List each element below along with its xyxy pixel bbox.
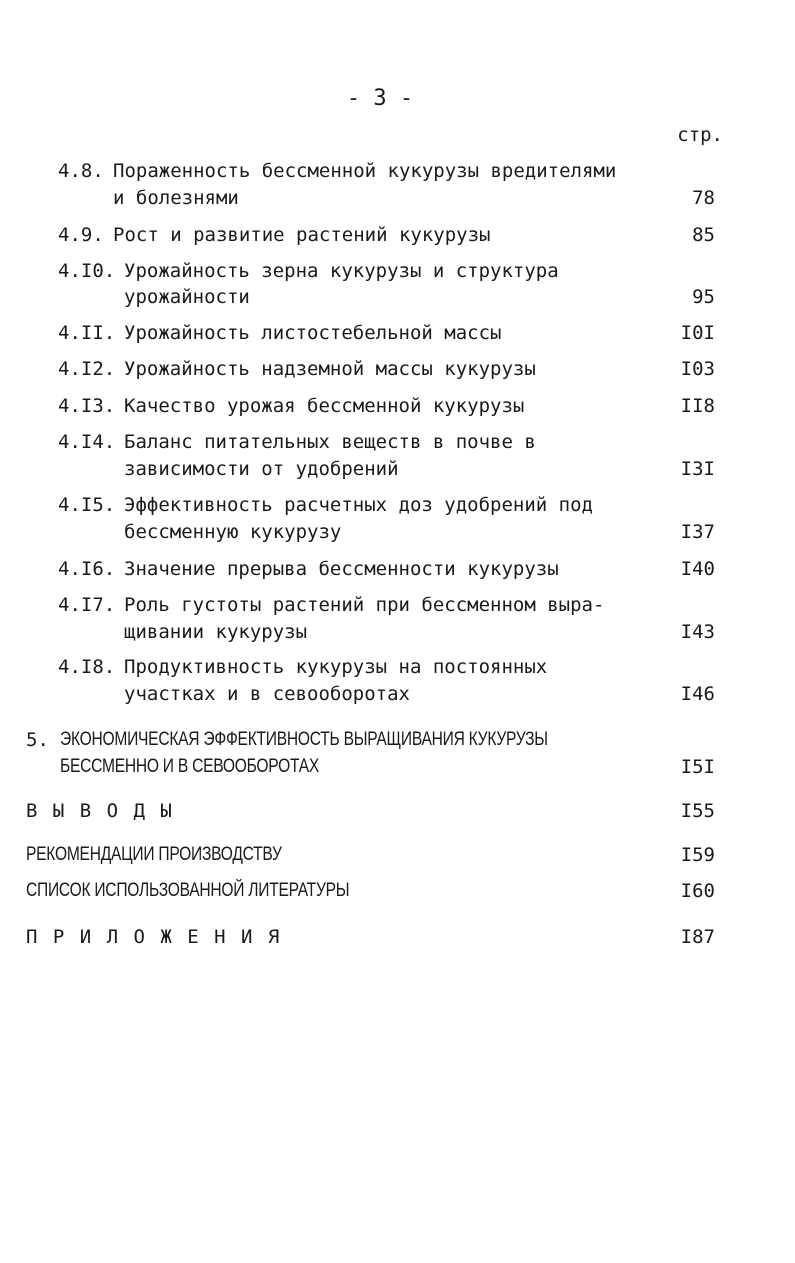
toc-page: 95 bbox=[692, 286, 715, 308]
toc-title-line: зависимости от удобрений bbox=[124, 458, 399, 480]
toc-page: I3I bbox=[680, 458, 715, 480]
page-number: - 3 - bbox=[346, 86, 414, 111]
toc-number: 4.I3. bbox=[58, 395, 116, 417]
toc-page: I43 bbox=[680, 621, 715, 643]
toc-page: I37 bbox=[680, 521, 715, 543]
toc-title-line: СПИСОК ИСПОЛЬЗОВАННОЙ ЛИТЕРАТУРЫ bbox=[26, 880, 350, 901]
toc-title-line: П Р И Л О Ж Е Н И Я bbox=[26, 926, 282, 948]
toc-title-line: Рост и развитие растений кукурузы bbox=[113, 224, 491, 246]
toc-title-line: Урожайность листостебельной массы bbox=[124, 322, 502, 344]
toc-title-line: БЕССМЕННО И В СЕВООБОРОТАХ bbox=[60, 756, 319, 777]
toc-number: 4.I4. bbox=[58, 431, 116, 453]
toc-title-line: Урожайность надземной массы кукурузы bbox=[124, 358, 536, 380]
toc-title-line: щивании кукурузы bbox=[124, 621, 308, 643]
toc-title-line: и болезнями bbox=[113, 187, 239, 209]
toc-title-line: урожайности bbox=[124, 286, 250, 308]
toc-title-line: В Ы В О Д Ы bbox=[26, 800, 174, 822]
toc-page: I5I bbox=[680, 756, 715, 778]
toc-number: 4.8. bbox=[58, 160, 104, 182]
toc-page: 78 bbox=[692, 187, 715, 209]
toc-number: 4.I7. bbox=[58, 594, 116, 616]
toc-page: II8 bbox=[680, 395, 715, 417]
toc-title-line: бессменную кукурузу bbox=[124, 521, 342, 543]
toc-number: 4.9. bbox=[58, 224, 104, 246]
toc-number: 4.I2. bbox=[58, 358, 116, 380]
toc-title-line: участках и в севооборотах bbox=[124, 683, 410, 705]
toc-title-line: Пораженность бессменной кукурузы вредителями bbox=[113, 160, 617, 182]
toc-title-line: Эффективность расчетных доз удобрений под bbox=[124, 494, 593, 516]
toc-page: I87 bbox=[680, 926, 715, 948]
toc-number: 4.I0. bbox=[58, 260, 116, 282]
toc-number: 5. bbox=[26, 729, 49, 751]
toc-number: 4.I5. bbox=[58, 494, 116, 516]
toc-page: I40 bbox=[680, 558, 715, 580]
pages-column-header: стр. bbox=[677, 124, 723, 146]
toc-page: I0I bbox=[680, 322, 715, 344]
toc-title-line: ЭКОНОМИЧЕСКАЯ ЭФФЕКТИВНОСТЬ ВЫРАЩИВАНИЯ КУКУРУЗЫ bbox=[60, 729, 548, 750]
toc-page: I55 bbox=[680, 800, 715, 822]
toc-title-line: Роль густоты растений при бессменном выра- bbox=[124, 594, 605, 616]
toc-title-line: Урожайность зерна кукурузы и структура bbox=[124, 260, 559, 282]
toc-page: I60 bbox=[680, 880, 715, 902]
toc-title-line: РЕКОМЕНДАЦИИ ПРОИЗВОДСТВУ bbox=[26, 844, 282, 865]
toc-title-line: Баланс питательных веществ в почве в bbox=[124, 431, 536, 453]
toc-page: I46 bbox=[680, 683, 715, 705]
toc-page: 85 bbox=[692, 224, 715, 246]
toc-number: 4.II. bbox=[58, 322, 116, 344]
toc-title-line: Качество урожая бессменной кукурузы bbox=[124, 395, 525, 417]
toc-page: I03 bbox=[680, 358, 715, 380]
toc-title-line: Продуктивность кукурузы на постоянных bbox=[124, 656, 548, 678]
toc-number: 4.I8. bbox=[58, 656, 116, 678]
toc-number: 4.I6. bbox=[58, 558, 116, 580]
toc-page: I59 bbox=[680, 844, 715, 866]
toc-title-line: Значение прерыва бессменности кукурузы bbox=[124, 558, 559, 580]
